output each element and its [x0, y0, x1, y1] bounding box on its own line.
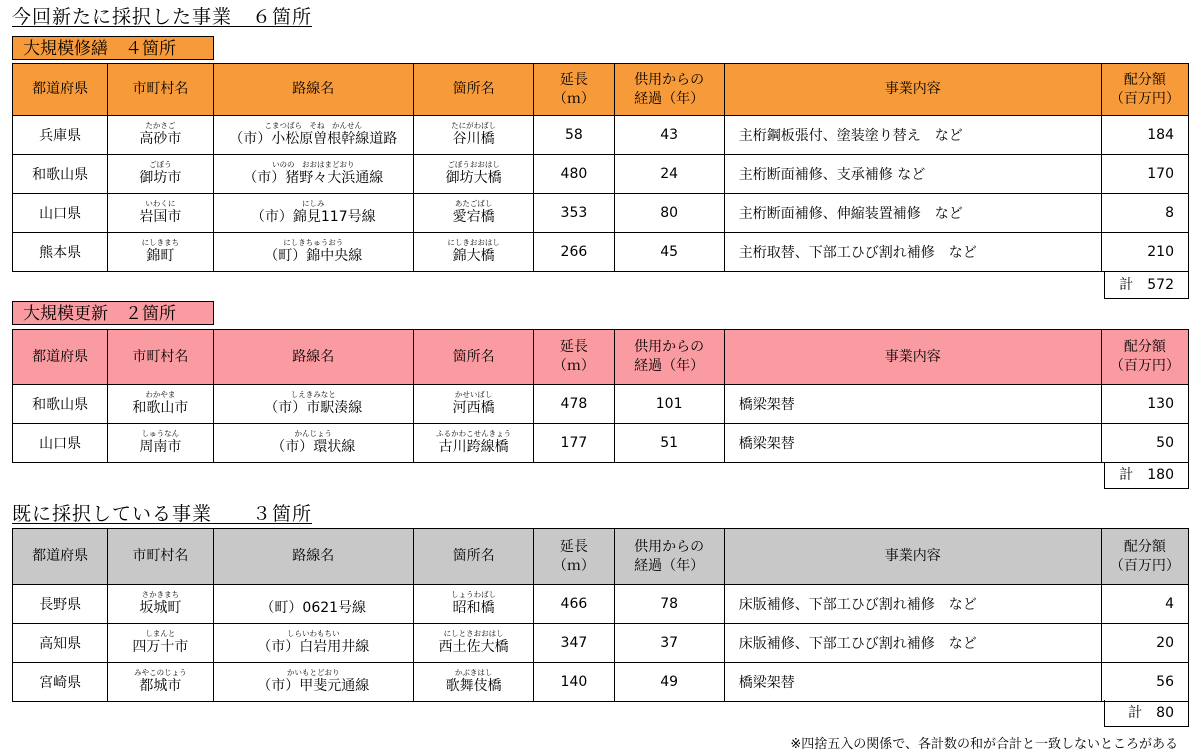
cell-site-ruby: にしとさおおはし [443, 629, 504, 638]
cell-route-ruby: こまつばら そね かんせん [264, 121, 362, 130]
header-route-text: 路線名 [292, 548, 335, 564]
header-site-text: 箇所名 [452, 81, 495, 97]
header-amount-text: （百万円） [1109, 557, 1180, 574]
header-site [414, 529, 534, 585]
cell-years: 80 [614, 194, 724, 233]
cell-work: 橋梁架替 [724, 385, 1101, 424]
header-pref [13, 330, 108, 385]
cell-route [213, 663, 414, 702]
header-length-text: 延長 [559, 71, 588, 88]
cell-prefecture: 山口県 [13, 194, 108, 233]
cell-prefecture: 高知県 [13, 624, 108, 663]
cell-route-text: （町）錦中央線 [264, 248, 363, 264]
header-amount-text: 配分額 [1123, 71, 1166, 88]
cell-municipality [108, 155, 213, 194]
cell-site-ruby: かせいばし [454, 390, 493, 399]
cell-municipality [108, 233, 213, 272]
table-row [13, 663, 1189, 702]
header-length-text: 延長 [559, 538, 588, 555]
cell-site-text: 古川跨線橋 [438, 439, 509, 455]
header-work [724, 64, 1101, 116]
header-city-text: 市町村名 [132, 548, 189, 564]
cell-route-text: （市）市駅湊線 [264, 400, 363, 416]
cell-work: 主桁鋼板張付、塗装塗り替え など [724, 116, 1101, 155]
cell-municipality-text: 周南市 [139, 439, 182, 455]
cell-site-text: 御坊大橋 [445, 170, 502, 186]
cell-route-text: （市）白岩用井線 [257, 639, 370, 655]
cell-municipality-text: 四万十市 [132, 639, 189, 655]
cell-route [213, 385, 414, 424]
cell-length: 478 [534, 385, 614, 424]
header-amount [1101, 529, 1188, 585]
cell-route-ruby: にしきちゅうおう [283, 238, 344, 247]
cell-site-ruby: かぶきはし [454, 668, 493, 677]
header-years [614, 529, 724, 585]
table-major-repair [12, 63, 1189, 272]
header-pref-text: 都道府県 [32, 548, 89, 564]
group-label-major-repair: 大規模修繕 ４箇所 [12, 36, 214, 60]
cell-municipality-ruby: ごぼう [149, 160, 172, 169]
cell-route-text: （市）小松原曽根幹線道路 [229, 131, 398, 147]
header-amount [1101, 330, 1188, 385]
cell-years: 24 [614, 155, 724, 194]
header-years-text: 経過（年） [634, 358, 705, 374]
header-years [614, 330, 724, 385]
cell-route-ruby: しえきみなと [290, 390, 336, 399]
header-work-text: 事業内容 [884, 348, 941, 365]
header-amount-text: 配分額 [1123, 339, 1166, 355]
cell-work: 主桁断面補修、伸縮装置補修 など [724, 194, 1101, 233]
table-row [13, 194, 1189, 233]
cell-amount: 4 [1101, 585, 1188, 624]
cell-site-text: 歌舞伎橋 [445, 678, 502, 694]
header-route [213, 64, 414, 116]
cell-prefecture: 和歌山県 [13, 385, 108, 424]
cell-municipality-ruby: しゅうなん [141, 429, 180, 438]
cell-municipality-text: 錦町 [146, 248, 175, 264]
header-years [614, 64, 724, 116]
cell-work: 主桁取替、下部工ひび割れ補修 など [724, 233, 1101, 272]
cell-years: 101 [614, 385, 724, 424]
cell-length: 353 [534, 194, 614, 233]
cell-route [213, 585, 414, 624]
total-existing-projects: 計 80 [1104, 700, 1189, 727]
cell-municipality-text: 坂城町 [139, 600, 182, 616]
cell-amount: 50 [1101, 424, 1188, 463]
table-row [13, 155, 1189, 194]
cell-route [213, 233, 414, 272]
cell-work: 床版補修、下部工ひび割れ補修 など [724, 624, 1101, 663]
cell-years: 78 [614, 585, 724, 624]
header-route [213, 529, 414, 585]
cell-site [414, 585, 534, 624]
cell-site-ruby: にしきおおはし [447, 238, 500, 247]
header-amount-text: （百万円） [1109, 90, 1180, 107]
group-label-major-renewal: 大規模更新 ２箇所 [12, 301, 214, 325]
header-city-text: 市町村名 [132, 348, 189, 365]
cell-municipality-text: 都城市 [139, 678, 182, 694]
header-length-text: （ｍ） [552, 557, 595, 574]
cell-municipality-text: 御坊市 [139, 170, 182, 186]
cell-municipality-ruby: わかやま [145, 390, 176, 399]
cell-route [213, 624, 414, 663]
cell-route-text: （市）錦見117号線 [250, 209, 376, 225]
cell-work: 橋梁架替 [724, 424, 1101, 463]
cell-municipality [108, 624, 213, 663]
cell-years: 45 [614, 233, 724, 272]
cell-route-ruby: かいもとどおり [287, 668, 340, 677]
cell-years: 43 [614, 116, 724, 155]
cell-municipality [108, 585, 213, 624]
cell-amount: 8 [1101, 194, 1188, 233]
header-years-text: 経過（年） [634, 90, 705, 107]
header-length [534, 529, 614, 585]
cell-route-text: （市）環状線 [271, 439, 356, 455]
header-work [724, 330, 1101, 385]
cell-work: 床版補修、下部工ひび割れ補修 など [724, 585, 1101, 624]
cell-route [213, 194, 414, 233]
cell-amount: 130 [1101, 385, 1188, 424]
header-pref-text: 都道府県 [32, 81, 89, 97]
header-length-text: （ｍ） [552, 358, 595, 374]
cell-municipality [108, 194, 213, 233]
header-row [13, 330, 1189, 385]
header-city [108, 330, 213, 385]
header-work [724, 529, 1101, 585]
cell-municipality-text: 和歌山市 [132, 400, 189, 416]
header-amount-text: （百万円） [1109, 358, 1180, 374]
table-existing-projects [12, 528, 1189, 702]
cell-route-ruby: かんじょう [294, 429, 332, 438]
cell-site [414, 116, 534, 155]
cell-municipality [108, 663, 213, 702]
cell-length: 347 [534, 624, 614, 663]
header-length [534, 330, 614, 385]
cell-site [414, 663, 534, 702]
header-pref-text: 都道府県 [32, 348, 89, 365]
header-years-text: 供用からの [634, 538, 705, 555]
cell-municipality-ruby: さかきまち [141, 590, 180, 599]
cell-length: 480 [534, 155, 614, 194]
header-site [414, 64, 534, 116]
cell-length: 58 [534, 116, 614, 155]
cell-municipality-ruby: にしきまち [141, 238, 180, 247]
header-city-text: 市町村名 [132, 81, 189, 97]
cell-municipality-ruby: しまんと [145, 629, 176, 638]
cell-municipality-text: 高砂市 [139, 131, 182, 147]
cell-prefecture: 和歌山県 [13, 155, 108, 194]
cell-route-ruby: いのの おおはまどおり [272, 160, 355, 169]
header-city [108, 529, 213, 585]
header-route-text: 路線名 [292, 348, 335, 365]
table-row [13, 385, 1189, 424]
header-route [213, 330, 414, 385]
header-route-text: 路線名 [292, 81, 335, 97]
cell-site-ruby: ごぼうおおはし [447, 160, 500, 169]
table-row [13, 585, 1189, 624]
header-city [108, 64, 213, 116]
cell-prefecture: 長野県 [13, 585, 108, 624]
cell-amount: 20 [1101, 624, 1188, 663]
cell-amount: 170 [1101, 155, 1188, 194]
cell-route-ruby: しらいわもちい [287, 629, 340, 638]
cell-municipality [108, 424, 213, 463]
cell-site [414, 233, 534, 272]
cell-route-ruby [214, 591, 414, 599]
cell-amount: 184 [1101, 116, 1188, 155]
header-work-text: 事業内容 [884, 548, 941, 564]
cell-site [414, 624, 534, 663]
cell-site [414, 424, 534, 463]
table-row [13, 233, 1189, 272]
header-work-text: 事業内容 [884, 81, 941, 97]
cell-amount: 56 [1101, 663, 1188, 702]
header-years-text: 供用からの [634, 71, 705, 88]
cell-site-ruby: ふるかわこせんきょう [436, 429, 512, 438]
cell-prefecture: 宮崎県 [13, 663, 108, 702]
cell-work: 橋梁架替 [724, 663, 1101, 702]
total-major-repair: 計 572 [1104, 272, 1189, 299]
header-length [534, 64, 614, 116]
cell-years: 51 [614, 424, 724, 463]
cell-work: 主桁断面補修、支承補修 など [724, 155, 1101, 194]
cell-municipality [108, 385, 213, 424]
header-site [414, 330, 534, 385]
header-length-text: 延長 [559, 339, 588, 355]
cell-length: 466 [534, 585, 614, 624]
table-row [13, 424, 1189, 463]
cell-municipality-ruby: いわくに [145, 199, 176, 208]
cell-prefecture: 兵庫県 [13, 116, 108, 155]
cell-site-text: 河西橋 [452, 400, 495, 416]
total-major-renewal: 計 180 [1104, 462, 1189, 489]
cell-length: 140 [534, 663, 614, 702]
cell-years: 37 [614, 624, 724, 663]
header-pref [13, 64, 108, 116]
cell-route [213, 116, 414, 155]
cell-municipality [108, 116, 213, 155]
table-row [13, 624, 1189, 663]
cell-amount: 210 [1101, 233, 1188, 272]
cell-site [414, 155, 534, 194]
cell-municipality-text: 岩国市 [139, 209, 182, 225]
cell-route-text: （市）甲斐元通線 [257, 678, 370, 694]
cell-site [414, 194, 534, 233]
cell-site-text: 西土佐大橋 [438, 639, 509, 655]
cell-site-ruby: たにがわばし [451, 121, 497, 130]
cell-municipality-ruby: たかさご [145, 121, 176, 130]
cell-length: 177 [534, 424, 614, 463]
cell-site-text: 錦大橋 [452, 248, 495, 264]
section-title-new-projects: 今回新たに採択した事業 ６箇所 [12, 6, 313, 28]
header-pref [13, 529, 108, 585]
header-amount [1101, 64, 1188, 116]
cell-prefecture: 山口県 [13, 424, 108, 463]
table-major-renewal [12, 329, 1189, 463]
section-title-existing-projects: 既に採択している事業 ３箇所 [12, 503, 313, 525]
cell-route-text: （市）猪野々大浜通線 [243, 170, 384, 186]
header-length-text: （ｍ） [552, 90, 595, 107]
cell-site-ruby: しょうわばし [451, 590, 497, 599]
header-amount-text: 配分額 [1123, 538, 1166, 555]
cell-site [414, 385, 534, 424]
header-years-text: 経過（年） [634, 557, 705, 574]
cell-site-text: 谷川橋 [452, 131, 495, 147]
cell-route [213, 155, 414, 194]
cell-length: 266 [534, 233, 614, 272]
header-years-text: 供用からの [634, 339, 705, 355]
cell-site-text: 愛宕橋 [452, 209, 495, 225]
table-row [13, 116, 1189, 155]
cell-years: 49 [614, 663, 724, 702]
rounding-note: ※四捨五入の関係で、各計数の和が合計と一致しないところがある [790, 737, 1178, 752]
cell-site-text: 昭和橋 [452, 600, 495, 616]
header-row [13, 64, 1189, 116]
cell-route [213, 424, 414, 463]
cell-site-ruby: あたごばし [454, 199, 493, 208]
cell-prefecture: 熊本県 [13, 233, 108, 272]
header-site-text: 箇所名 [452, 548, 495, 564]
cell-route-text: （町）0621号線 [260, 600, 367, 616]
cell-municipality-ruby: みやこのじょう [134, 668, 187, 677]
header-row [13, 529, 1189, 585]
header-site-text: 箇所名 [452, 348, 495, 365]
cell-route-ruby: にしみ [302, 199, 325, 208]
